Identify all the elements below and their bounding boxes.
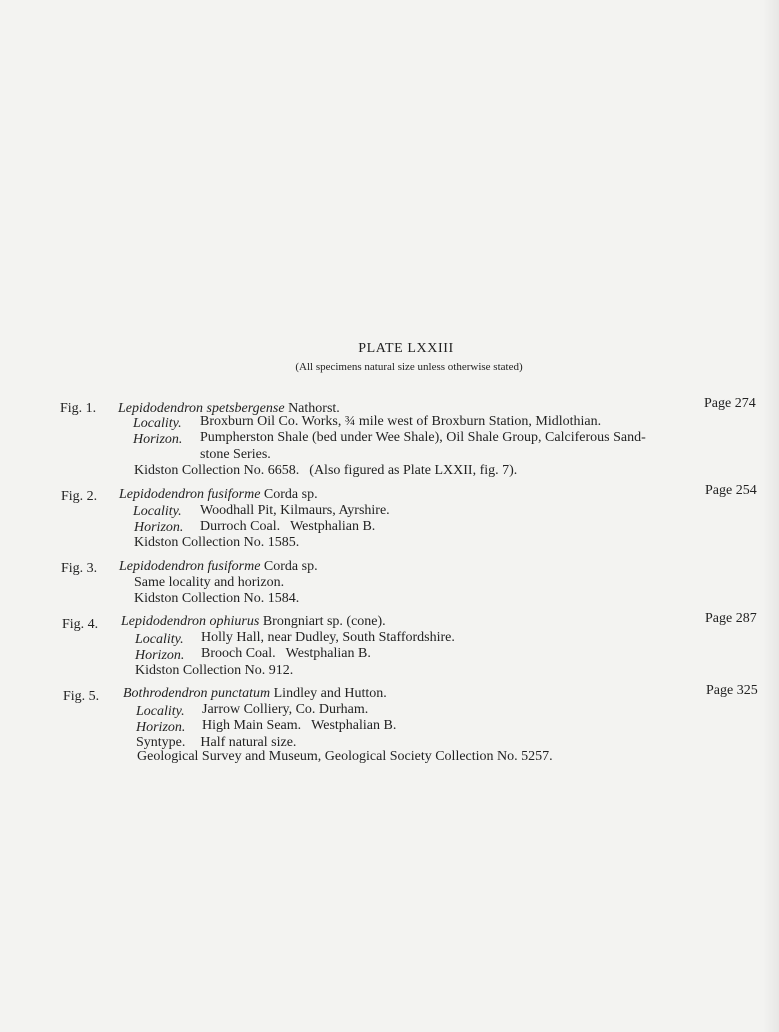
fig-1-horizon-line1: Pumpherston Shale (bed under Wee Shale), Oil Shale Group, Calciferous Sand-	[200, 430, 646, 445]
fig-3-author: Corda sp.	[263, 559, 318, 574]
fig-5-page-ref: Page 325	[706, 683, 758, 698]
fig-2-horizon-age: Westphalian B.	[290, 519, 376, 534]
fig-2-locality: Woodhall Pit, Kilmaurs, Ayrshire.	[200, 503, 390, 518]
fig-4-collection: Kidston Collection No. 912.	[135, 663, 294, 678]
fig-2-collection: Kidston Collection No. 1585.	[134, 535, 300, 550]
page-edge-shadow	[763, 0, 779, 1032]
fig-4-horizon-label: Horizon.	[135, 648, 185, 663]
fig-3-label: Fig. 3.	[61, 561, 98, 576]
fig-5-syntype: Half natural size.	[200, 735, 297, 750]
fig-2-horizon-line	[200, 519, 375, 535]
fig-5-label: Fig. 5.	[63, 689, 100, 704]
fig-1-locality: Broxburn Oil Co. Works, ¾ mile west of Broxburn Station, Midlothian.	[200, 414, 602, 429]
fig-2-label: Fig. 2.	[61, 489, 98, 504]
fig-4-horizon-age: Westphalian B.	[285, 646, 371, 661]
fig-4-horizon: Brooch Coal.	[201, 646, 276, 661]
fig-1-author: Nathorst.	[288, 401, 340, 416]
fig-5-locality-label: Locality.	[136, 704, 185, 719]
fig-5-syntype-label: Syntype.	[136, 735, 186, 750]
fig-2-page-ref: Page 254	[705, 483, 757, 498]
fig-1-note: (Also figured as Plate LXXII, fig. 7).	[309, 463, 518, 478]
fig-1-horizon-line2: stone Series.	[200, 447, 271, 462]
fig-2-horizon: Durroch Coal.	[200, 519, 281, 534]
fig-5-author: Lindley and Hutton.	[273, 686, 387, 701]
fig-1-horizon-label: Horizon.	[133, 432, 183, 447]
fig-2-horizon-label: Horizon.	[134, 520, 184, 535]
fig-2-title	[119, 487, 318, 503]
fig-4-species: Lepidodendron ophiurus	[121, 614, 260, 629]
fig-3-same-locality: Same locality and horizon.	[134, 575, 285, 590]
fig-2-species: Lepidodendron fusiforme	[119, 487, 261, 502]
fig-5-collection: Geological Survey and Museum, Geological Society Collection No. 5257.	[137, 749, 553, 764]
fig-5-species: Bothrodendron punctatum	[123, 686, 271, 701]
fig-5-title	[123, 686, 387, 702]
fig-1-collection-line	[134, 463, 517, 479]
fig-1-page-ref: Page 274	[704, 396, 756, 411]
fig-1-collection: Kidston Collection No. 6658.	[134, 463, 300, 478]
fig-5-horizon-line	[202, 718, 396, 734]
fig-5-locality: Jarrow Colliery, Co. Durham.	[202, 702, 369, 717]
fig-3-title	[119, 559, 318, 575]
fig-5-horizon-label: Horizon.	[136, 720, 186, 735]
fig-4-page-ref: Page 287	[705, 611, 757, 626]
fig-4-horizon-line	[201, 646, 371, 662]
plate-title: PLATE LXXIII	[358, 341, 454, 356]
fig-4-author: Brongniart sp. (cone).	[262, 614, 386, 629]
fig-1-locality-label: Locality.	[133, 416, 182, 431]
fig-4-title	[121, 614, 386, 630]
fig-4-locality-label: Locality.	[135, 632, 184, 647]
fig-2-locality-label: Locality.	[133, 504, 182, 519]
fig-1-label: Fig. 1.	[60, 401, 97, 416]
plate-subtitle: (All specimens natural size unless otherwise stated)	[295, 361, 523, 373]
fig-4-label: Fig. 4.	[62, 617, 99, 632]
fig-3-collection: Kidston Collection No. 1584.	[134, 591, 300, 606]
fig-5-horizon: High Main Seam.	[202, 718, 302, 733]
fig-4-locality: Holly Hall, near Dudley, South Staffordshire.	[201, 630, 455, 645]
fig-2-author: Corda sp.	[263, 487, 318, 502]
fig-1-species: Lepidodendron spetsbergense	[118, 401, 285, 416]
fig-5-horizon-age: Westphalian B.	[311, 718, 397, 733]
fig-3-species: Lepidodendron fusiforme	[119, 559, 261, 574]
